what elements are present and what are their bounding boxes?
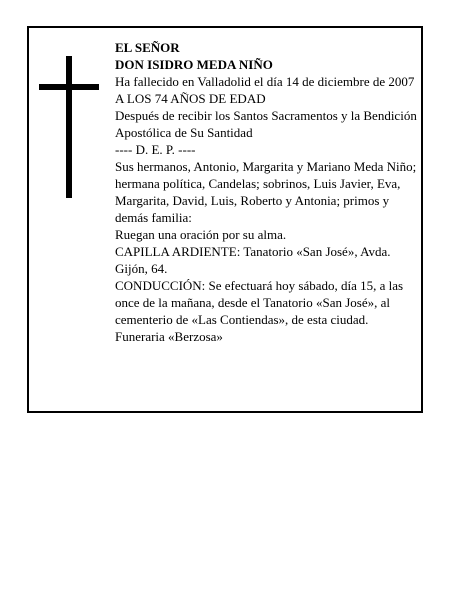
funeral-home: Funeraria «Berzosa»	[115, 329, 223, 344]
deceased-name: DON ISIDRO MEDA NIÑO	[115, 57, 273, 72]
age-line: A LOS 74 AÑOS DE EDAD	[115, 91, 266, 106]
procession-info: CONDUCCIÓN: Se efectuará hoy sábado, día 15, a las once de la mañana, desde el Tanatorio «San José», al cementerio de «Las Contiendas», de esta ciudad.	[115, 278, 404, 327]
prayer-request: Ruegan una oración por su alma.	[115, 227, 287, 242]
cross-icon	[39, 56, 99, 198]
cross-horizontal-bar	[39, 84, 99, 90]
notice-text	[115, 39, 420, 345]
sacraments-line: Después de recibir los Santos Sacramentos y la Bendición Apostólica de Su Santidad	[115, 108, 417, 140]
obituary-notice	[27, 26, 423, 413]
rip-line: ---- D. E. P. ----	[115, 142, 196, 157]
heading-title: EL SEÑOR	[115, 40, 180, 55]
family-list: Sus hermanos, Antonio, Margarita y Mariano Meda Niño; hermana política, Candelas; sobrinos, Luis Javier, Eva, Margarita, David, Luis, Roberto y Antonia; primos y demás familia:	[115, 159, 417, 225]
death-announcement: Ha fallecido en Valladolid el día 14 de diciembre de 2007	[115, 74, 415, 89]
cross-vertical-bar	[66, 56, 72, 198]
chapel-info: CAPILLA ARDIENTE: Tanatorio «San José», Avda. Gijón, 64.	[115, 244, 391, 276]
